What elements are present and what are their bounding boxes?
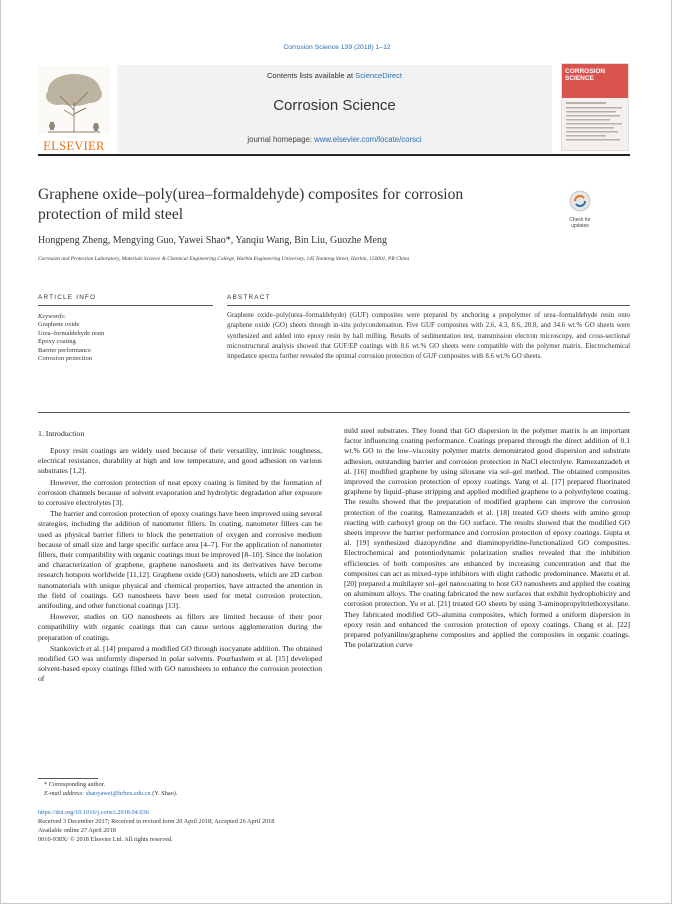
- keywords-heading: Keywords:: [38, 313, 66, 320]
- journal-name: Corrosion Science: [273, 97, 396, 114]
- section-heading-introduction: 1. Introduction: [38, 429, 85, 438]
- keyword-item: Corrosion protection: [38, 355, 92, 363]
- contents-line: [117, 71, 552, 80]
- publisher-logo-text: ELSEVIER: [43, 139, 105, 153]
- contents-prefix: Contents lists available at: [266, 71, 356, 80]
- journal-reference[interactable]: Corrosion Science 139 (2018) 1–12: [283, 44, 391, 51]
- cover-title-line2: SCIENCE: [565, 75, 594, 82]
- abstract-text: Graphene oxide–poly(urea–formaldehyde) (GUF) composites were prepared by anchoring a prepolymer of urea–formaldehyde resin onto graphene oxide (GO) sheets through in-situ polycondensation. Five GUF composites with 2.6, 4.3, 8.6, 20.8, and 34.6 wt.% GO sheets were synthesized and added into epoxy resin by ball milling. Results of sedimentation test, transmission electron microscopy, and cross-sectional microstructural analysis showed that GUF/EP coatings with 8.6 wt.% GO sheets were compatible with the polymer matrix. Electrochemical impedance spectra further revealed the optimal corrosion protection of GUF composites with 8.6 wt.% GO sheets.: [227, 312, 630, 361]
- article-footer: [38, 808, 638, 844]
- keyword-item: Urea–formaldehyde resin: [38, 329, 105, 337]
- paragraph: Epoxy resin coatings are widely used because of their versatility, intrinsic toughness, electrical resistance, durability at high and low temperature, and good adhesion on various substrates [1,2].: [38, 446, 322, 476]
- available-online: Available online 27 April 2018: [38, 827, 116, 834]
- paragraph: Stankovich et al. [14] prepared a modified GO through isocyanate addition. The obtained modified GO was uniformly dispersed in polar solvents. Pourhashem et al. [15] developed solvent-based epoxy coatings filled with GO nanosheets to enhance the corrosion protection of: [38, 643, 322, 684]
- title-line1: Graphene oxide–poly(urea–formaldehyde) composites for corrosion: [38, 186, 464, 203]
- sciencedirect-link[interactable]: ScienceDirect: [355, 71, 403, 80]
- keywords-block: [38, 313, 213, 363]
- author-list: Hongpeng Zheng, Mengying Guo, Yawei Shao*, Yanqiu Wang, Bin Liu, Guozhe Meng: [38, 235, 387, 246]
- journal-cover: [561, 63, 629, 151]
- corresponding-author-note: * Corresponding author.: [44, 781, 106, 788]
- footnote: [38, 781, 338, 798]
- check-for-updates-badge[interactable]: [563, 190, 597, 229]
- copyright: 0010-938X/ © 2018 Elsevier Ltd. All rights reserved.: [38, 836, 173, 843]
- cover-contents-icon: [562, 98, 628, 150]
- abstract-heading: ABSTRACT: [227, 294, 271, 301]
- check-updates-icon: [569, 190, 591, 212]
- keyword-item: Barrier performance: [38, 346, 91, 354]
- elsevier-logo: [38, 66, 110, 153]
- paragraph: The barrier and corrosion protection of epoxy coatings have been improved using several strategies, including the addition of nanometer fillers. In coating, nanometer fillers can be used as physical barrier fillers to block the penetration of oxygen and corrosive medium because of small size and large specific surface area [4–7]. For the application of nanometer fillers, their compatibility with organic coatings must be improved [8–10]. Since the isolation and characterization of graphene, graphene nanosheets and its derivatives have become research hotspots worldwide [11,12]. Graphene oxide (GO) nanosheets, which are 2D carbon nanomaterials with unique physical and chemical properties, have attracted the attention in the field of coatings. GO nanosheets have been used for metal corrosion protection, antifouling, and other functional coatings [13].: [38, 509, 322, 611]
- keyword-item: Epoxy coating: [38, 338, 76, 346]
- badge-line1: Check for: [569, 217, 591, 223]
- paragraph: However, the corrosion protection of neat epoxy coating is limited by the formation of corrosion channels because of solvent evaporation and hydrolytic degradation after exposure to corrosive electrolytes [3].: [38, 477, 322, 508]
- elsevier-tree-icon: [38, 66, 110, 134]
- abstract-bottom-rule: [38, 412, 630, 413]
- keyword-item: Graphene oxide: [38, 321, 80, 329]
- left-column: [38, 446, 322, 686]
- email-link[interactable]: shaoyawei@hrbeu.edu.cn: [85, 789, 151, 797]
- article-title: [38, 185, 558, 225]
- affiliation: Corrosion and Protection Laboratory, Materials Science & Chemical Engineering College, Harbin Engineering University, 145 Nantong Street, Harbin, 150001, PR China: [38, 256, 410, 262]
- right-column: [344, 426, 630, 651]
- received-dates: Received 3 December 2017; Received in revised form 20 April 2018; Accepted 26 April 2018: [38, 818, 275, 825]
- homepage-link[interactable]: www.elsevier.com/locate/corsci: [314, 135, 422, 144]
- homepage-prefix: journal homepage:: [247, 135, 315, 144]
- homepage-line: [117, 135, 552, 144]
- header-rule: [38, 154, 630, 156]
- cover-title-line1: CORROSION: [565, 68, 606, 75]
- doi-link[interactable]: https://doi.org/10.1016/j.corsci.2018.04.036: [38, 809, 149, 816]
- abstract-rule: [227, 305, 630, 306]
- paragraph: mild steel substrates. They found that GO dispersion in the polymer matrix is an important factor influencing coating performance. Coatings prepared through the direct addition of 0.1 wt.% GO to the low–viscosity polymer matrix demonstrated good dispersion and substrate adhesion, outstanding barrier and corrosion protection in NaCl electrolyte. Ramezanzadeh et al. [16] modified graphene by using siloxane via sol–gel method. The obtained composites improved the corrosion protection of epoxy coatings. Yang et al. [17] prepared fluorinated graphene by liquid–phase stripping and applied modified graphene to a polyethylene coating. The results showed that the preparation of modified graphene can improve the corrosion protection of the coating. Ramezanzadeh et al. [18] treated GO sheets with amino group reacting with carboxyl group on the GO surface. The results showed that the modified GO sheets improve the barrier performance and corrosion protection of epoxy coatings. Gupta et al. [19] synthesized diazopyridine and diaminopyridine-functionalized GO composites. Electrochemical and potentiodynamic polarization studies revealed that the inhibition efficiencies of both composites are enhanced by increasing concentration and that the composites can act as mixed–type inhibitors with slight cathodic predominance. Maeztu et al. [20] prepared a multilayer sol–gel nanocoating to host GO nanosheets and applied the coating on aluminum alloys. The coating fabricated the new surfaces that exhibit hydrophobicity and corrosion protection. Yu et al. [21] treated GO sheets by using 3-aminopropyltriethoxysilane. They fabricated modified GO–alumina composites, which formed a uniform dispersion in epoxy resin and enhanced the corrosion protection of epoxy coatings. Chang et al. [22] prepared polyaniline/graphene composites and applied the composites in organic coatings. The polarization curve: [344, 426, 630, 650]
- article-info-heading: ARTICLE INFO: [38, 294, 97, 301]
- email-label: E-mail address:: [44, 789, 86, 797]
- footnote-rule: [38, 778, 98, 779]
- email-suffix: (Y. Shao).: [150, 789, 178, 797]
- cover-banner: [562, 64, 628, 98]
- paragraph: However, studies on GO nanosheets as fillers are limited because of their poor compatibility with organic coatings that can cause serious agglomeration during the preparation of coatings.: [38, 612, 322, 642]
- article-info-rule: [38, 305, 213, 306]
- journal-header: [117, 65, 552, 157]
- badge-line2: updates: [571, 223, 589, 229]
- title-line2: protection of mild steel: [38, 206, 184, 223]
